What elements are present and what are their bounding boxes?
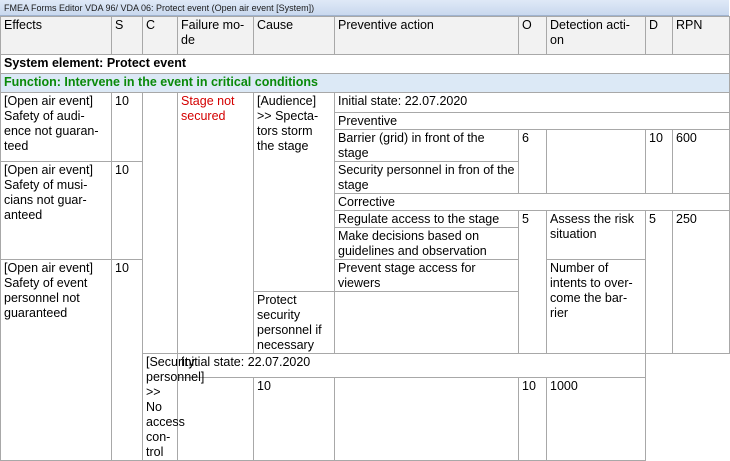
detection-cell[interactable]: 5 (646, 211, 673, 354)
rpn-cell[interactable]: 1000 (547, 377, 646, 460)
column-header-c[interactable]: C (143, 17, 178, 55)
preventive-section-label[interactable]: Preventive (335, 113, 730, 130)
column-header-effects[interactable]: Effects (1, 17, 112, 55)
cause-cell[interactable]: [Security personnel] >> No access con-trol (143, 354, 178, 461)
failure-mode-cell[interactable]: Stage not secured (178, 93, 254, 354)
severity-cell[interactable]: 10 (112, 162, 143, 260)
column-header-preventive-action[interactable]: Preventive action (335, 17, 519, 55)
occurrence-cell[interactable]: 6 (519, 130, 547, 194)
rpn-cell[interactable]: 600 (673, 130, 730, 194)
column-header-failure-mode[interactable]: Failure mo-de (178, 17, 254, 55)
corrective-action-cell[interactable]: Prevent stage access for viewers (335, 260, 519, 292)
initial-state-cell[interactable]: Initial state: 22.07.2020 (335, 93, 730, 113)
preventive-action-cell[interactable] (178, 377, 254, 460)
corrective-action-cell[interactable]: Make decisions based on guidelines and observation (335, 228, 519, 260)
effect-cell[interactable]: [Open air event] Safety of event personnel not guaranteed (1, 260, 112, 461)
detection-cell[interactable]: 10 (646, 130, 673, 194)
function-label[interactable]: Function: Intervene in the event in critical conditions (1, 74, 730, 93)
window-title: FMEA Forms Editor VDA 96/ VDA 06: Protect event (Open air event [System]) (4, 3, 315, 13)
table-row (1, 93, 730, 113)
preventive-action-cell[interactable]: Security personnel in fron of the stage (335, 162, 519, 194)
detection-action-cell[interactable]: Number of intents to over-come the bar-rier (547, 260, 646, 354)
corrective-action-cell[interactable]: Regulate access to the stage (335, 211, 519, 228)
fmea-form-table (0, 16, 730, 461)
column-header-d[interactable]: D (646, 17, 673, 55)
function-row (1, 74, 730, 93)
severity-cell[interactable]: 10 (112, 93, 143, 162)
system-element-row (1, 55, 730, 74)
cause-cell[interactable]: [Audience] >> Specta-tors storm the stage (254, 93, 335, 292)
detection-action-cell[interactable] (547, 130, 646, 194)
window-title-bar (0, 0, 729, 16)
column-header-s[interactable]: S (112, 17, 143, 55)
occurrence-cell[interactable]: 10 (254, 377, 335, 460)
preventive-action-cell[interactable]: Barrier (grid) in front of the stage (335, 130, 519, 162)
occurrence-cell[interactable]: 5 (519, 211, 547, 354)
detection-action-cell[interactable] (335, 377, 519, 460)
effect-cell[interactable]: [Open air event] Safety of audi-ence not guaran-teed (1, 93, 112, 162)
system-element-label[interactable]: System element: Protect event (1, 55, 730, 74)
column-header-cause[interactable]: Cause (254, 17, 335, 55)
column-header-o[interactable]: O (519, 17, 547, 55)
detection-action-cell[interactable]: Assess the risk situation (547, 211, 646, 260)
initial-state-cell[interactable]: Initial state: 22.07.2020 (178, 354, 646, 378)
effect-cell[interactable]: [Open air event] Safety of musi-cians not guar-anteed (1, 162, 112, 260)
table-row (1, 260, 730, 292)
detection-cell[interactable]: 10 (519, 377, 547, 460)
header-row (1, 17, 730, 55)
column-header-rpn[interactable]: RPN (673, 17, 730, 55)
corrective-action-cell[interactable]: Protect security personnel if necessary (254, 292, 335, 354)
corrective-section-label[interactable]: Corrective (335, 194, 730, 211)
severity-cell[interactable]: 10 (112, 260, 143, 461)
column-header-detection-action[interactable]: Detection acti-on (547, 17, 646, 55)
classification-cell[interactable] (143, 93, 178, 354)
rpn-cell[interactable]: 250 (673, 211, 730, 354)
